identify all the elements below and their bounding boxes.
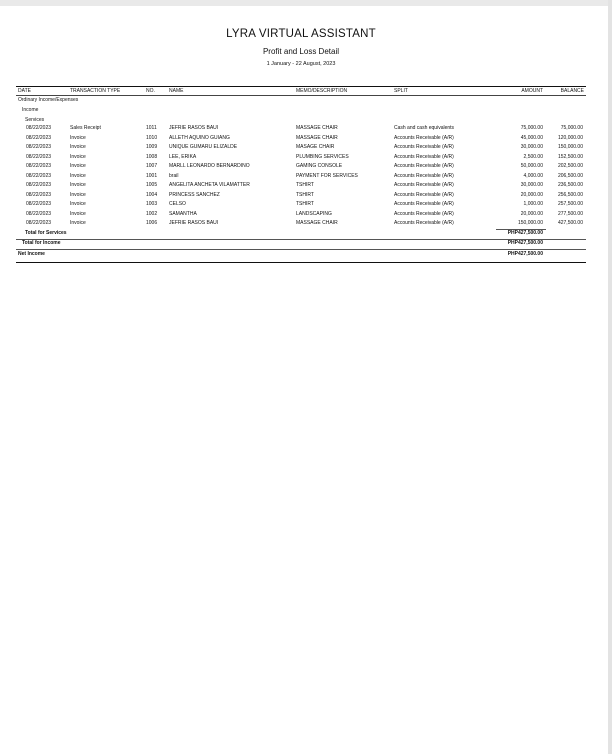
total-services-label: Total for Services [25,230,67,236]
row-no: 1009 [146,144,158,150]
row-split: Accounts Receivable (A/R) [394,172,454,179]
viewer-top-edge [0,0,612,6]
row-date: 08/22/2023 [26,172,52,179]
row-no: 1004 [146,191,158,198]
row-memo: LANDSCAPING [296,210,332,217]
row-type: Invoice [70,191,86,198]
row-no: 1008 [146,153,158,160]
row-date: 08/22/2023 [26,210,52,217]
row-memo: TSHIRT [296,201,314,207]
row-no: 1003 [146,201,158,207]
row-date: 08/22/2023 [26,163,52,169]
col-header-type: TRANSACTION TYPE [70,88,121,94]
header-bottom-rule [16,95,586,96]
row-name: SAMANTHA [169,210,197,217]
row-amount: 4,000.00 [523,172,543,179]
row-name: MARLL LEONARDO BERNARDINO [169,163,250,169]
net-income-amount: PHP427,500.00 [507,251,543,257]
row-type: Invoice [70,144,86,150]
row-type: Invoice [70,210,86,217]
col-header-split: SPLIT [394,88,408,94]
row-no: 1010 [146,134,158,141]
row-split: Accounts Receivable (A/R) [394,191,454,198]
row-amount: 30,000.00 [520,144,543,150]
row-memo: PLUMBING SERVICES [296,153,349,160]
row-name: brail [169,172,179,179]
row-memo: PAYMENT FOR SERVICES [296,172,358,179]
viewer-scrollbar-edge [608,0,612,754]
row-split: Accounts Receivable (A/R) [394,144,454,150]
row-amount: 75,000.00 [520,125,543,131]
row-split: Accounts Receivable (A/R) [394,182,454,188]
row-balance: 236,500.00 [557,182,583,188]
row-type: Invoice [70,163,86,169]
row-no: 1007 [146,163,158,169]
row-balance: 277,500.00 [557,210,583,217]
row-name: LEE, ERIKA [169,153,197,160]
row-balance: 152,500.00 [557,153,583,160]
row-balance: 120,000.00 [557,134,583,141]
row-date: 08/22/2023 [26,134,52,141]
row-no: 1001 [146,172,158,179]
row-memo: TSHIRT [296,182,314,188]
row-date: 08/22/2023 [26,144,52,150]
services-total-rule [16,239,586,240]
report-period: 1 January - 22 August, 2023 [266,61,336,67]
row-no: 1002 [146,210,158,217]
header-top-rule [16,86,586,87]
total-services-amount: PHP427,500.00 [507,230,543,236]
table-row [16,211,586,221]
row-split: Accounts Receivable (A/R) [394,153,454,160]
row-balance: 256,500.00 [557,191,583,198]
row-memo: GAMING CONSOLE [296,163,343,169]
row-no: 1006 [146,220,158,226]
col-header-memo: MEMO/DESCRIPTION [296,88,348,94]
row-amount: 2,500.00 [523,153,543,160]
row-type: Sales Receipt [70,125,101,131]
col-header-balance: BALANCE [560,88,584,94]
row-balance: 150,000.00 [557,144,583,150]
table-row [16,192,586,202]
row-name: PRINCESS SANCHEZ [169,191,220,198]
row-balance: 427,500.00 [557,220,583,226]
row-name: JEFRIE RASOS BAUI [169,125,219,131]
section-ordinary: Ordinary Income/Expenses [18,97,79,103]
table-row [16,154,586,164]
row-balance: 257,500.00 [557,201,583,207]
row-memo: MASSAGE CHAIR [296,220,338,226]
row-type: Invoice [70,182,86,188]
col-header-no: NO. [146,88,155,94]
total-income-label: Total for Income [22,240,61,246]
row-amount: 50,000.00 [520,163,543,169]
net-income-label: Net Income [18,251,45,257]
row-amount: 150,000.00 [517,220,543,226]
table-row [16,173,586,183]
row-amount: 30,000.00 [520,182,543,188]
table-row [16,135,586,145]
row-balance: 206,500.00 [557,172,583,179]
row-type: Invoice [70,201,86,207]
row-balance: 75,000.00 [560,125,583,131]
row-amount: 1,000.00 [523,201,543,207]
row-type: Invoice [70,172,86,179]
row-type: Invoice [70,153,86,160]
row-amount: 20,000.00 [520,210,543,217]
section-income: Income [22,107,39,113]
report-bottom-rule [16,262,586,263]
row-split: Accounts Receivable (A/R) [394,134,454,141]
row-type: Invoice [70,134,86,141]
company-name: LYRA VIRTUAL ASSISTANT [226,28,376,40]
row-memo: MASSAGE CHAIR [296,125,338,131]
row-name: ANGELITA ANCHETA VILAMATTER [169,182,250,188]
row-amount: 45,000.00 [520,134,543,141]
row-split: Accounts Receivable (A/R) [394,163,454,169]
row-date: 08/22/2023 [26,153,52,160]
row-date: 08/22/2023 [26,201,52,207]
table-row [16,144,586,154]
table-row [16,201,586,211]
table-row [16,125,586,135]
row-split: Accounts Receivable (A/R) [394,210,454,217]
row-name: CELSO [169,201,186,207]
row-split: Accounts Receivable (A/R) [394,201,454,207]
row-no: 1011 [146,125,157,131]
row-type: Invoice [70,220,86,226]
income-total-rule [16,249,586,250]
row-split: Accounts Receivable (A/R) [394,220,454,226]
col-header-amount: AMOUNT [521,88,543,94]
row-date: 08/22/2023 [26,191,52,198]
row-memo: MASAGE CHAIR [296,144,335,150]
row-name: ALLETH AQUINO GUIANG [169,134,230,141]
row-no: 1005 [146,182,158,188]
row-name: UNIQUE GUMARU ELIZALDE [169,144,238,150]
total-income-amount: PHP427,500.00 [507,240,543,246]
col-header-date: DATE [18,88,31,94]
row-name: JEFRIE RASOS BAUI [169,220,219,226]
row-balance: 202,500.00 [557,163,583,169]
report-title: Profit and Loss Detail [262,47,340,56]
row-date: 08/22/2023 [26,182,52,188]
row-memo: MASSAGE CHAIR [296,134,338,141]
row-split: Cash and cash equivalents [394,125,455,131]
row-date: 08/22/2023 [26,220,52,226]
row-memo: TSHIRT [296,191,314,198]
row-date: 08/22/2023 [26,125,52,131]
table-row [16,163,586,173]
col-header-name: NAME [169,88,184,94]
table-row [16,182,586,192]
row-amount: 20,000.00 [520,191,543,198]
section-services: Services [25,116,45,123]
